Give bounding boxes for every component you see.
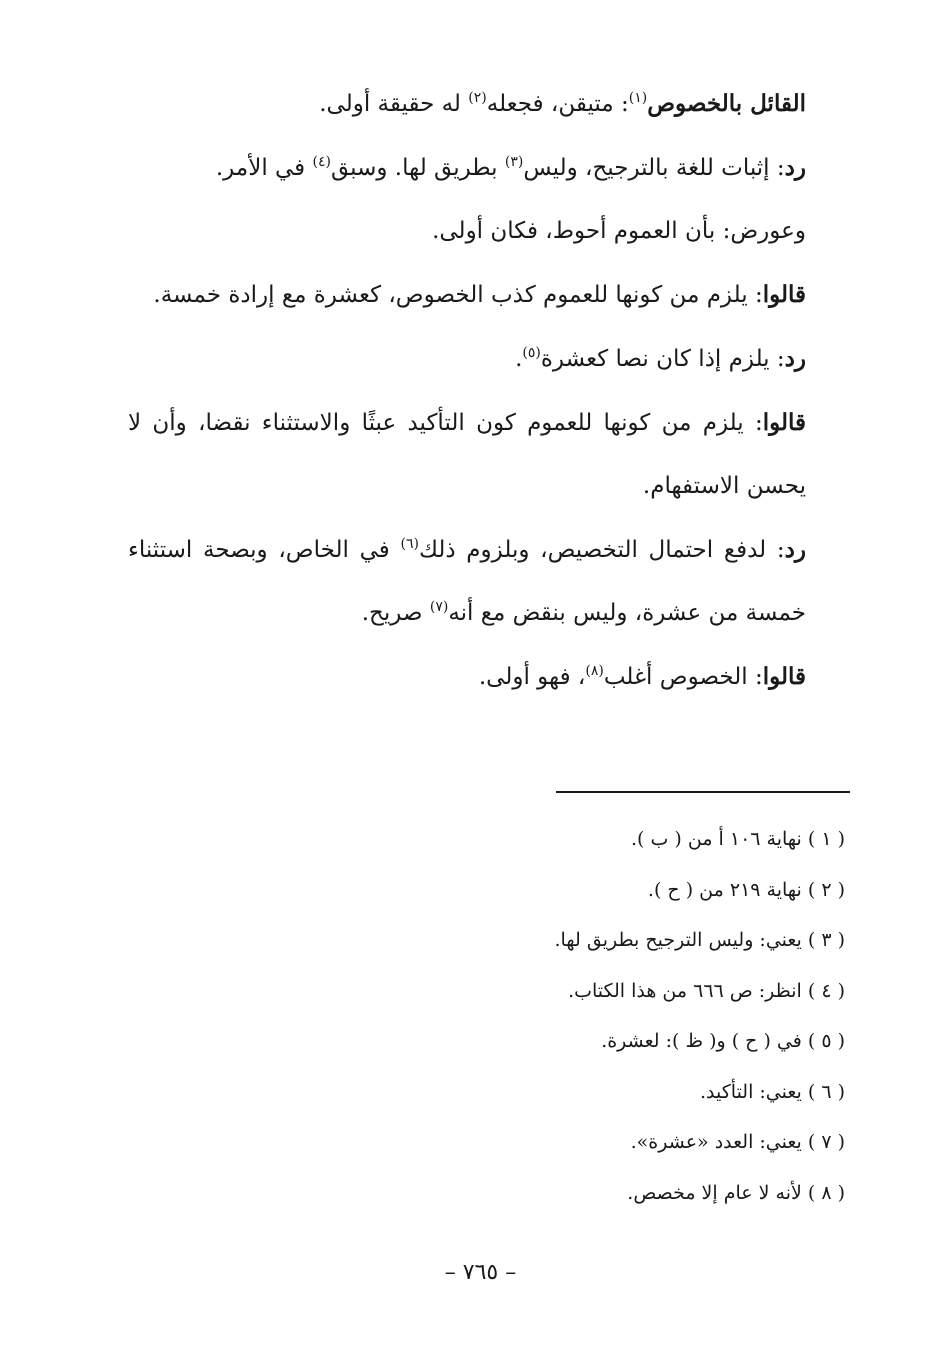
paragraph-3 [128, 200, 850, 263]
paragraph-6 [128, 391, 850, 518]
paragraph-text: : إثبات للغة بالترجيح، وليس [523, 155, 785, 181]
paragraph-8 [128, 645, 850, 709]
paragraph-text: . [515, 346, 523, 372]
footnote-marker: (٢) [468, 90, 487, 106]
paragraph-text: في الخاص، وبصحة استثناء خمسة من عشرة، وليس بنقض مع أنه [128, 537, 806, 626]
footnote-marker: (١) [628, 90, 648, 106]
paragraph-text: : يلزم إذا كان نصا كعشرة [540, 346, 785, 372]
paragraph-lead: رد [784, 345, 806, 372]
paragraph-7 [128, 518, 850, 645]
footnote-marker: (٣) [504, 154, 524, 170]
paragraph-lead: رد [784, 536, 806, 563]
paragraph-text: : يلزم من كونها للعموم كون التأكيد عبثًا والاستثناء نقضا، وأن لا يحسن الاستفهام. [128, 410, 806, 499]
footnote-7: ( ٧ ) يعني: العدد «عشرة». [630, 1131, 845, 1153]
paragraph-2 [128, 136, 850, 200]
paragraph-text: صريح. [361, 600, 430, 626]
footnote-marker: (٥) [522, 345, 541, 361]
paragraph-text: له حقيقة أولى. [319, 91, 469, 117]
paragraph-lead: قالوا [762, 663, 806, 690]
footnote-1: ( ١ ) نهاية ١٠٦ أ من ( ب ). [630, 828, 845, 850]
paragraph-text: ، فهو أولى. [478, 664, 586, 690]
page-number: – ٧٦٥ – [444, 1260, 517, 1285]
footnote-marker: (٧) [429, 599, 449, 615]
paragraph-1 [128, 72, 850, 136]
footnote-marker: (٤) [312, 154, 331, 170]
paragraph-lead: قالوا [762, 281, 806, 308]
paragraph-text: : يلزم من كونها للعموم كذب الخصوص، كعشرة مع إرادة خمسة. [153, 282, 763, 308]
paragraph-text: بطريق لها. وسبق [330, 155, 505, 181]
footnote-marker: (٨) [585, 663, 604, 679]
footnote-8: ( ٨ ) لأنه لا عام إلا مخصص. [627, 1181, 845, 1204]
footnote-3: ( ٣ ) يعني: وليس الترجيح بطريق لها. [554, 929, 845, 951]
paragraph-lead: القائل بالخصوص [647, 90, 806, 117]
footnote-marker: (٦) [400, 536, 419, 552]
paragraph-text: وعورض: بأن العموم أحوط، فكان أولى. [432, 218, 806, 244]
paragraph-4 [128, 263, 850, 327]
footnote-2: ( ٢ ) نهاية ٢١٩ من ( ح ). [647, 878, 845, 901]
main-text [128, 72, 850, 709]
footnote-separator [556, 791, 850, 793]
paragraph-text: : لدفع احتمال التخصيص، وبلزوم ذلك [418, 537, 785, 563]
footnote-4: ( ٤ ) انظر: ص ٦٦٦ من هذا الكتاب. [568, 979, 845, 1002]
footnotes [400, 814, 845, 1218]
paragraph-5 [128, 327, 850, 391]
paragraph-text: : الخصوص أغلب [603, 664, 763, 690]
footnote-5: ( ٥ ) في ( ح ) و( ظ ): لعشرة. [601, 1030, 845, 1052]
paragraph-text: في الأمر. [215, 155, 313, 181]
paragraph-lead: قالوا [762, 409, 806, 436]
paragraph-lead: رد [784, 154, 806, 181]
paragraph-text: : متيقن، فجعله [486, 91, 629, 117]
footnote-6: ( ٦ ) يعني: التأكيد. [699, 1080, 845, 1103]
